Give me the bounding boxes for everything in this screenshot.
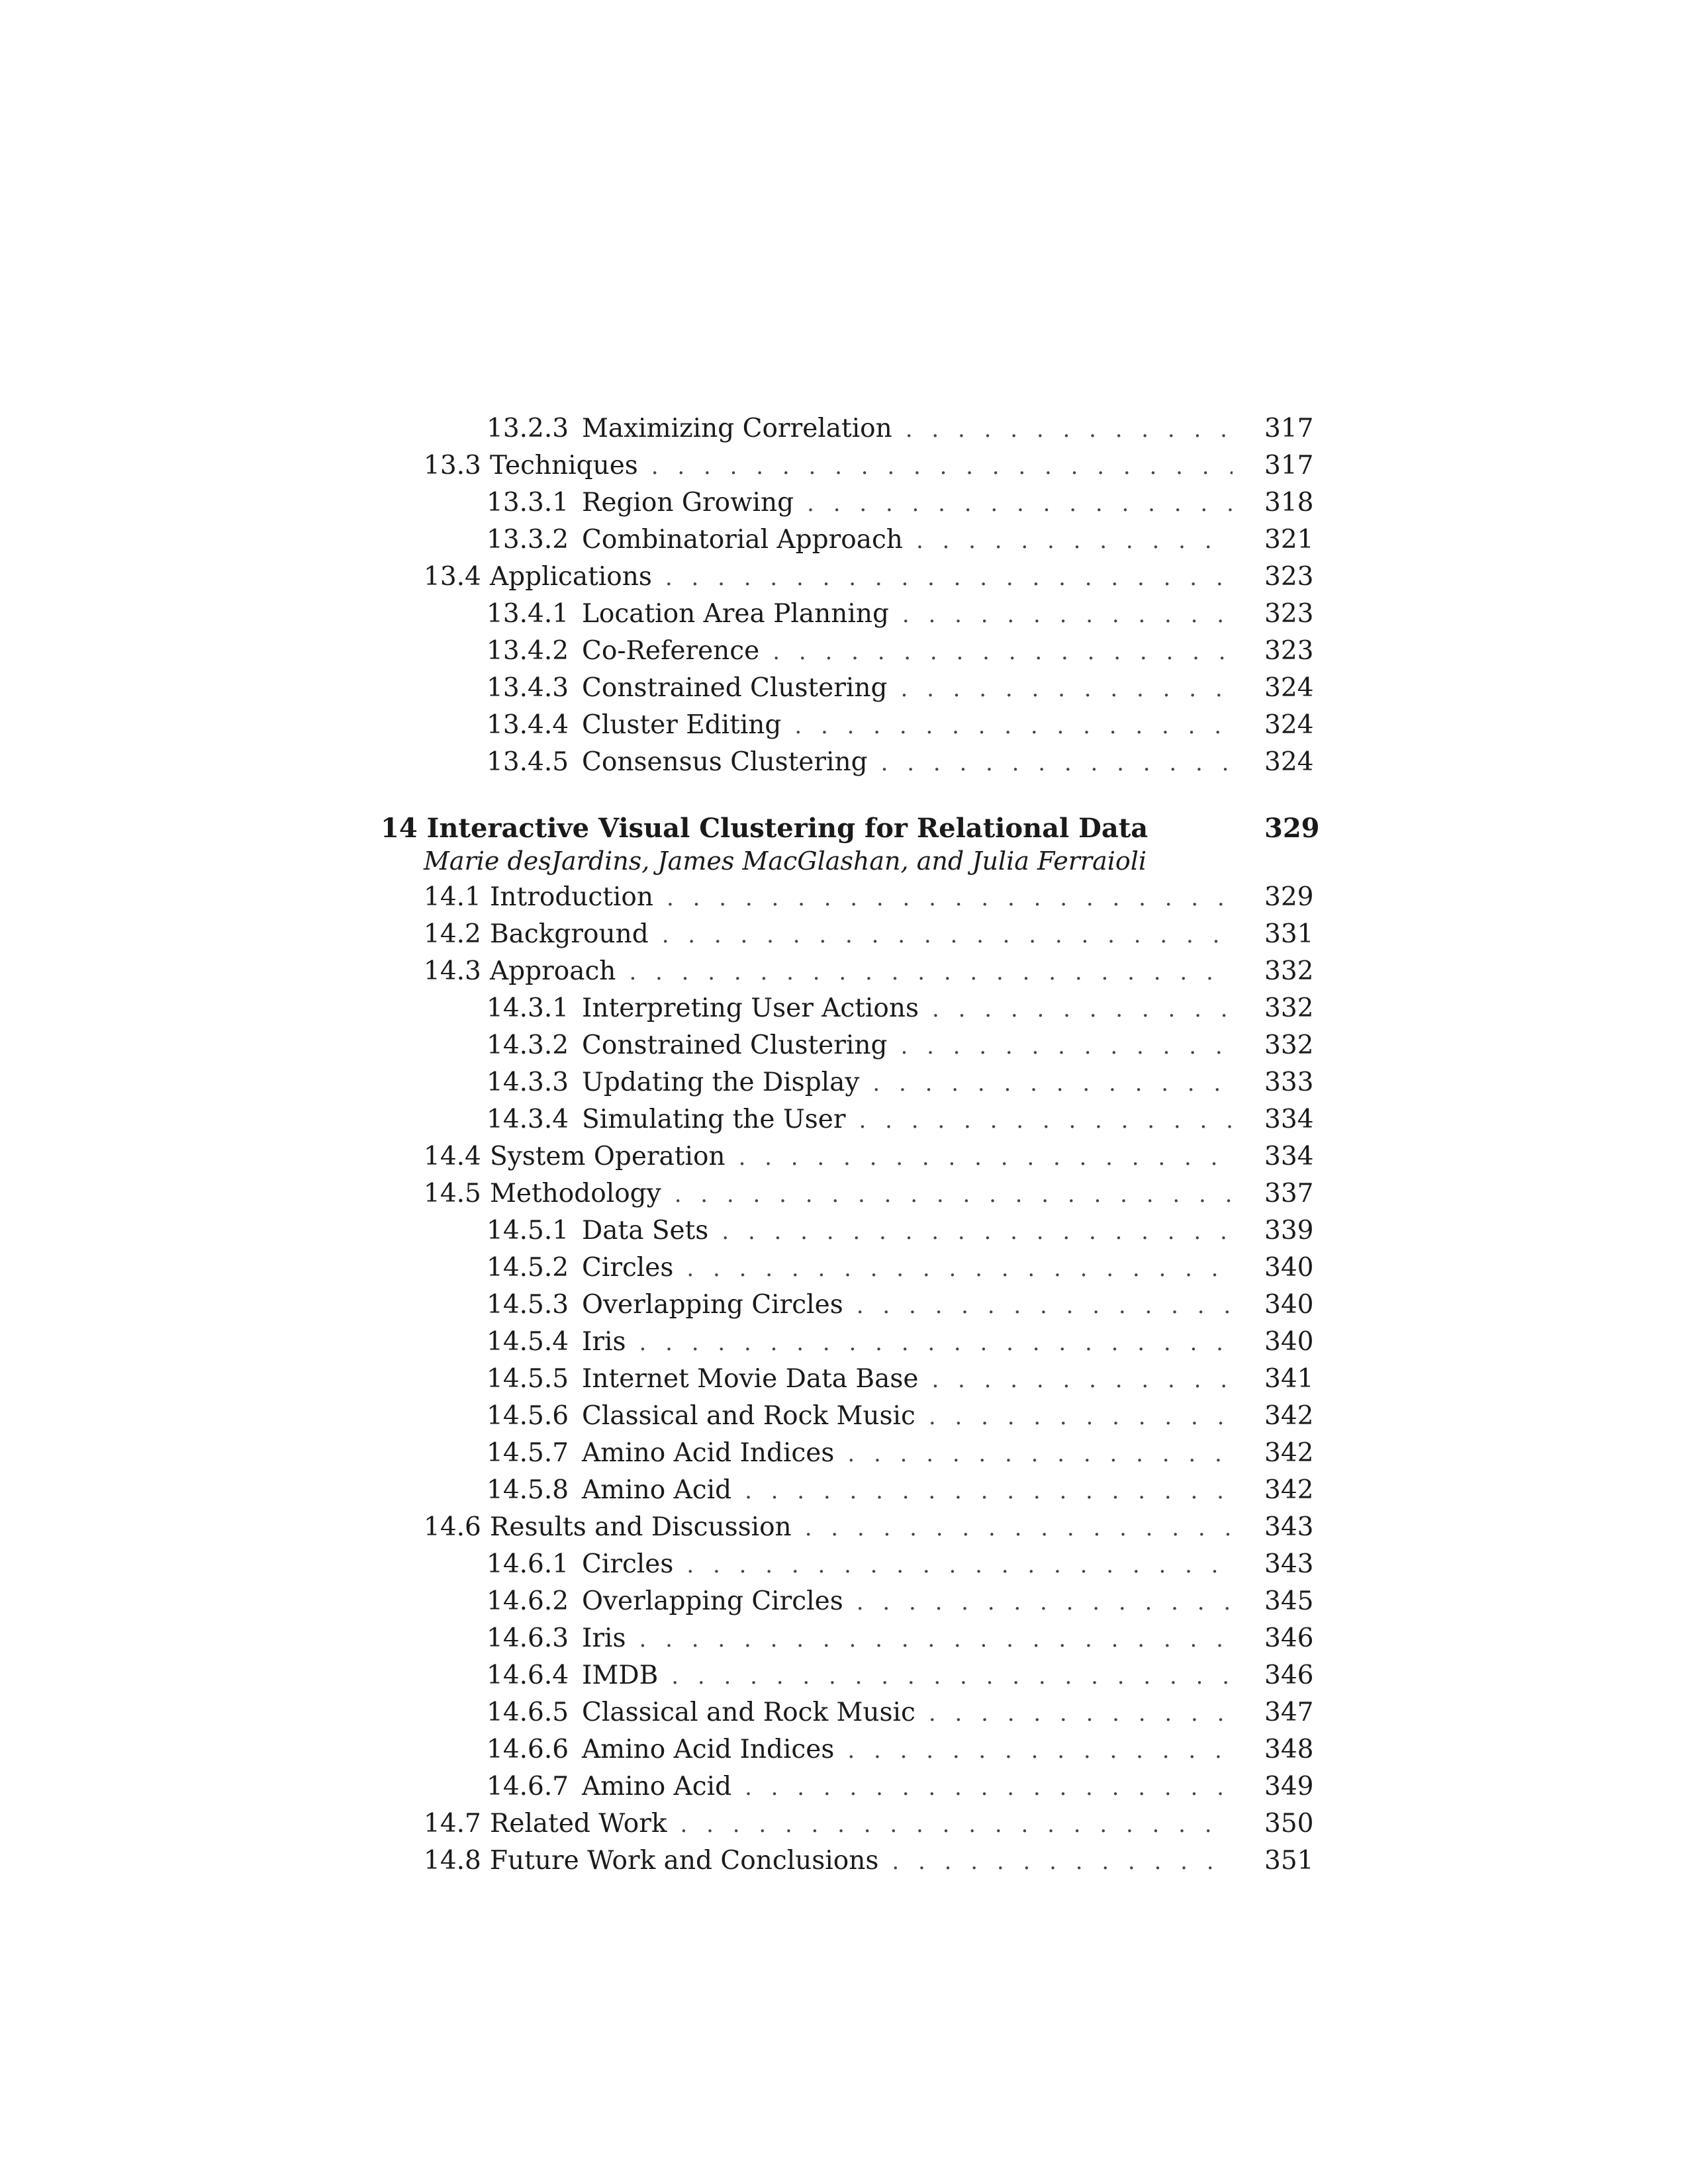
toc-entry[interactable] (371, 1324, 1314, 1361)
entry-title: Overlapping Circles (582, 1290, 843, 1320)
entry-title: System Operation (490, 1142, 726, 1171)
toc-entry[interactable] (371, 990, 1314, 1027)
toc-entry[interactable] (371, 1398, 1314, 1435)
dot-leader (686, 1250, 1233, 1287)
dot-leader (639, 1621, 1233, 1658)
dot-leader (859, 1102, 1233, 1139)
entry-title: Constrained Clustering (582, 1030, 888, 1060)
entry-number: 14.2 (424, 919, 481, 949)
chapter-number: 14 (381, 813, 418, 844)
dot-leader (739, 1139, 1233, 1176)
entry-number: 14.6.2 (487, 1586, 569, 1616)
entry-page: 343 (1264, 1549, 1314, 1579)
entry-page: 349 (1264, 1772, 1314, 1801)
entry-number: 14.5.6 (487, 1401, 569, 1431)
dot-leader (900, 670, 1233, 707)
entry-page: 340 (1264, 1327, 1314, 1357)
chapter-page: 329 (1264, 813, 1320, 844)
entry-number: 13.4.4 (487, 710, 569, 740)
entry-page: 347 (1264, 1698, 1314, 1727)
toc-entry[interactable] (371, 1583, 1314, 1620)
entry-title: Constrained Clustering (582, 673, 888, 703)
entry-page: 333 (1264, 1068, 1314, 1097)
toc-entry[interactable] (371, 1435, 1314, 1472)
entry-page: 323 (1264, 636, 1314, 666)
entry-number: 13.3 (424, 451, 481, 480)
entry-page: 343 (1264, 1512, 1314, 1542)
entry-number: 14.6.6 (487, 1735, 569, 1764)
entry-number: 13.4.3 (487, 673, 569, 703)
toc-entry[interactable] (371, 707, 1314, 744)
entry-number: 14.6.5 (487, 1698, 569, 1727)
toc-entry[interactable] (371, 953, 1314, 990)
entry-title: Internet Movie Data Base (582, 1364, 919, 1394)
entry-page: 346 (1264, 1661, 1314, 1690)
entry-number: 13.2.3 (487, 414, 569, 443)
toc-entry[interactable] (371, 1287, 1314, 1324)
toc-entry[interactable] (371, 1212, 1314, 1250)
dot-leader (929, 1398, 1233, 1435)
chapter-authors: Marie desJardins, James MacGlashan, and Julia Ferraioli (424, 846, 1147, 876)
entry-title: Approach (490, 956, 616, 986)
toc-entry[interactable] (371, 410, 1314, 447)
entry-title: Iris (582, 1623, 626, 1653)
entry-title: Classical and Rock Music (582, 1698, 915, 1727)
entry-number: 14.5.8 (487, 1475, 569, 1505)
entry-title: Co-Reference (582, 636, 760, 666)
entry-number: 14.5.5 (487, 1364, 569, 1394)
toc-entry[interactable] (371, 522, 1314, 559)
toc-entry[interactable] (371, 1694, 1314, 1731)
entry-number: 14.5.1 (487, 1216, 569, 1246)
entry-number: 14.5.3 (487, 1290, 569, 1320)
entry-page: 317 (1264, 451, 1314, 480)
dot-leader (847, 1435, 1233, 1473)
dot-leader (675, 1176, 1233, 1213)
entry-page: 332 (1264, 1030, 1314, 1060)
entry-number: 13.4 (424, 562, 481, 592)
entry-title: Background (490, 919, 649, 949)
entry-number: 14.3.4 (487, 1105, 569, 1134)
dot-leader (805, 1510, 1233, 1547)
toc-entry[interactable] (371, 1064, 1314, 1101)
entry-title: Maximizing Correlation (582, 414, 892, 443)
entry-page: 341 (1264, 1364, 1314, 1394)
entry-number: 14.6.4 (487, 1661, 569, 1690)
chapter-title: Interactive Visual Clustering for Relational Data (426, 813, 1149, 844)
toc-entry[interactable] (371, 1250, 1314, 1287)
toc-entry[interactable] (371, 596, 1314, 633)
entry-title: Related Work (490, 1809, 667, 1839)
entry-number: 14.3 (424, 956, 481, 986)
dot-leader (900, 1028, 1233, 1065)
toc-entry[interactable] (371, 633, 1314, 670)
entry-title: Interpreting User Actions (582, 993, 919, 1023)
toc-entry[interactable] (371, 1361, 1314, 1398)
entry-title: Applications (490, 562, 652, 592)
dot-leader (881, 745, 1233, 782)
dot-leader (892, 1843, 1233, 1880)
entry-page: 351 (1264, 1846, 1314, 1876)
dot-leader (651, 448, 1233, 485)
entry-title: Introduction (490, 882, 653, 912)
entry-page: 334 (1264, 1142, 1314, 1171)
entry-number: 14.5.7 (487, 1438, 569, 1468)
toc-entry[interactable] (371, 744, 1314, 781)
dot-leader (794, 707, 1233, 745)
dot-leader (639, 1324, 1233, 1361)
toc-entry[interactable] (371, 1472, 1314, 1509)
toc-entry[interactable] (371, 1175, 1314, 1212)
entry-page: 323 (1264, 562, 1314, 592)
entry-page: 323 (1264, 599, 1314, 629)
entry-number: 13.4.2 (487, 636, 569, 666)
entry-page: 342 (1264, 1401, 1314, 1431)
entry-page: 317 (1264, 414, 1314, 443)
entry-number: 13.4.1 (487, 599, 569, 629)
dot-leader (906, 411, 1233, 448)
entry-title: Future Work and Conclusions (490, 1846, 879, 1876)
toc-entry[interactable] (371, 1546, 1314, 1583)
dot-leader (932, 991, 1233, 1028)
entry-number: 14.6.7 (487, 1772, 569, 1801)
entry-page: 337 (1264, 1179, 1314, 1208)
dot-leader (629, 954, 1233, 991)
entry-title: Combinatorial Approach (582, 525, 903, 555)
dot-leader (662, 917, 1233, 954)
entry-number: 13.4.5 (487, 747, 569, 777)
chapter-heading[interactable] (371, 809, 1320, 848)
dot-leader (902, 596, 1233, 633)
entry-number: 14.5 (424, 1179, 481, 1208)
entry-number: 14.3.1 (487, 993, 569, 1023)
dot-leader (931, 1361, 1233, 1398)
entry-page: 350 (1264, 1809, 1314, 1839)
entry-page: 334 (1264, 1105, 1314, 1134)
entry-page: 339 (1264, 1216, 1314, 1246)
entry-page: 332 (1264, 956, 1314, 986)
entry-title: Amino Acid Indices (582, 1735, 835, 1764)
entry-title: Iris (582, 1327, 626, 1357)
toc-entry[interactable] (371, 447, 1314, 484)
entry-page: 318 (1264, 488, 1314, 518)
entry-title: Amino Acid (582, 1475, 732, 1505)
entry-page: 340 (1264, 1253, 1314, 1283)
entry-page: 342 (1264, 1438, 1314, 1468)
toc-entry[interactable] (371, 1101, 1314, 1138)
dot-leader (916, 522, 1233, 559)
entry-page: 332 (1264, 993, 1314, 1023)
toc-entry[interactable] (371, 1843, 1314, 1880)
entry-title: IMDB (582, 1661, 659, 1690)
entry-page: 340 (1264, 1290, 1314, 1320)
entry-number: 14.1 (424, 882, 481, 912)
entry-title: Circles (582, 1253, 674, 1283)
entry-number: 14.6.3 (487, 1623, 569, 1653)
entry-number: 14.3.2 (487, 1030, 569, 1060)
toc-entry[interactable] (371, 1768, 1314, 1805)
entry-title: Data Sets (582, 1216, 709, 1246)
entry-page: 324 (1264, 747, 1314, 777)
toc-entry[interactable] (371, 1509, 1314, 1546)
entry-title: Amino Acid (582, 1772, 732, 1801)
dot-leader (745, 1769, 1233, 1806)
entry-number: 14.3.3 (487, 1068, 569, 1097)
entry-page: 345 (1264, 1586, 1314, 1616)
entry-title: Techniques (490, 451, 638, 480)
toc-entry[interactable] (371, 1657, 1314, 1694)
entry-number: 14.6 (424, 1512, 481, 1542)
toc-entry[interactable] (371, 670, 1314, 707)
dot-leader (686, 1547, 1233, 1584)
dot-leader (680, 1806, 1233, 1843)
toc-entry[interactable] (371, 916, 1314, 953)
toc-entry[interactable] (371, 879, 1314, 916)
entry-number: 13.3.1 (487, 488, 569, 518)
dot-leader (929, 1695, 1233, 1732)
entry-title: Methodology (490, 1179, 661, 1208)
toc-entry[interactable] (371, 1731, 1314, 1768)
toc-entry[interactable] (371, 484, 1314, 522)
entry-number: 14.4 (424, 1142, 481, 1171)
entry-title: Region Growing (582, 488, 794, 518)
entry-page: 348 (1264, 1735, 1314, 1764)
dot-leader (857, 1584, 1233, 1621)
dot-leader (745, 1473, 1233, 1510)
dot-leader (773, 633, 1233, 670)
dot-leader (722, 1213, 1233, 1250)
entry-page: 324 (1264, 673, 1314, 703)
entry-title: Updating the Display (582, 1068, 860, 1097)
entry-title: Classical and Rock Music (582, 1401, 915, 1431)
entry-page: 342 (1264, 1475, 1314, 1505)
dot-leader (857, 1287, 1233, 1324)
entry-title: Cluster Editing (582, 710, 782, 740)
toc-entry[interactable] (371, 559, 1314, 596)
toc-entry[interactable] (371, 1620, 1314, 1657)
entry-number: 14.5.4 (487, 1327, 569, 1357)
entry-number: 13.3.2 (487, 525, 569, 555)
dot-leader (872, 1065, 1233, 1102)
dot-leader (667, 880, 1233, 917)
dot-leader (665, 559, 1233, 596)
entry-title: Consensus Clustering (582, 747, 868, 777)
toc-entry[interactable] (371, 1138, 1314, 1175)
toc-entry[interactable] (371, 1027, 1314, 1064)
entry-number: 14.5.2 (487, 1253, 569, 1283)
entry-number: 14.7 (424, 1809, 481, 1839)
entry-title: Simulating the User (582, 1105, 846, 1134)
entry-number: 14.6.1 (487, 1549, 569, 1579)
entry-title: Results and Discussion (490, 1512, 792, 1542)
entry-title: Circles (582, 1549, 674, 1579)
dot-leader (807, 485, 1233, 522)
entry-number: 14.8 (424, 1846, 481, 1876)
dot-leader (847, 1732, 1233, 1769)
entry-title: Location Area Planning (582, 599, 889, 629)
entry-title: Overlapping Circles (582, 1586, 843, 1616)
entry-page: 331 (1264, 919, 1314, 949)
entry-page: 329 (1264, 882, 1314, 912)
entry-page: 346 (1264, 1623, 1314, 1653)
dot-leader (671, 1658, 1233, 1695)
entry-title: Amino Acid Indices (582, 1438, 835, 1468)
entry-page: 324 (1264, 710, 1314, 740)
entry-page: 321 (1264, 525, 1314, 555)
toc-entry[interactable] (371, 1805, 1314, 1843)
